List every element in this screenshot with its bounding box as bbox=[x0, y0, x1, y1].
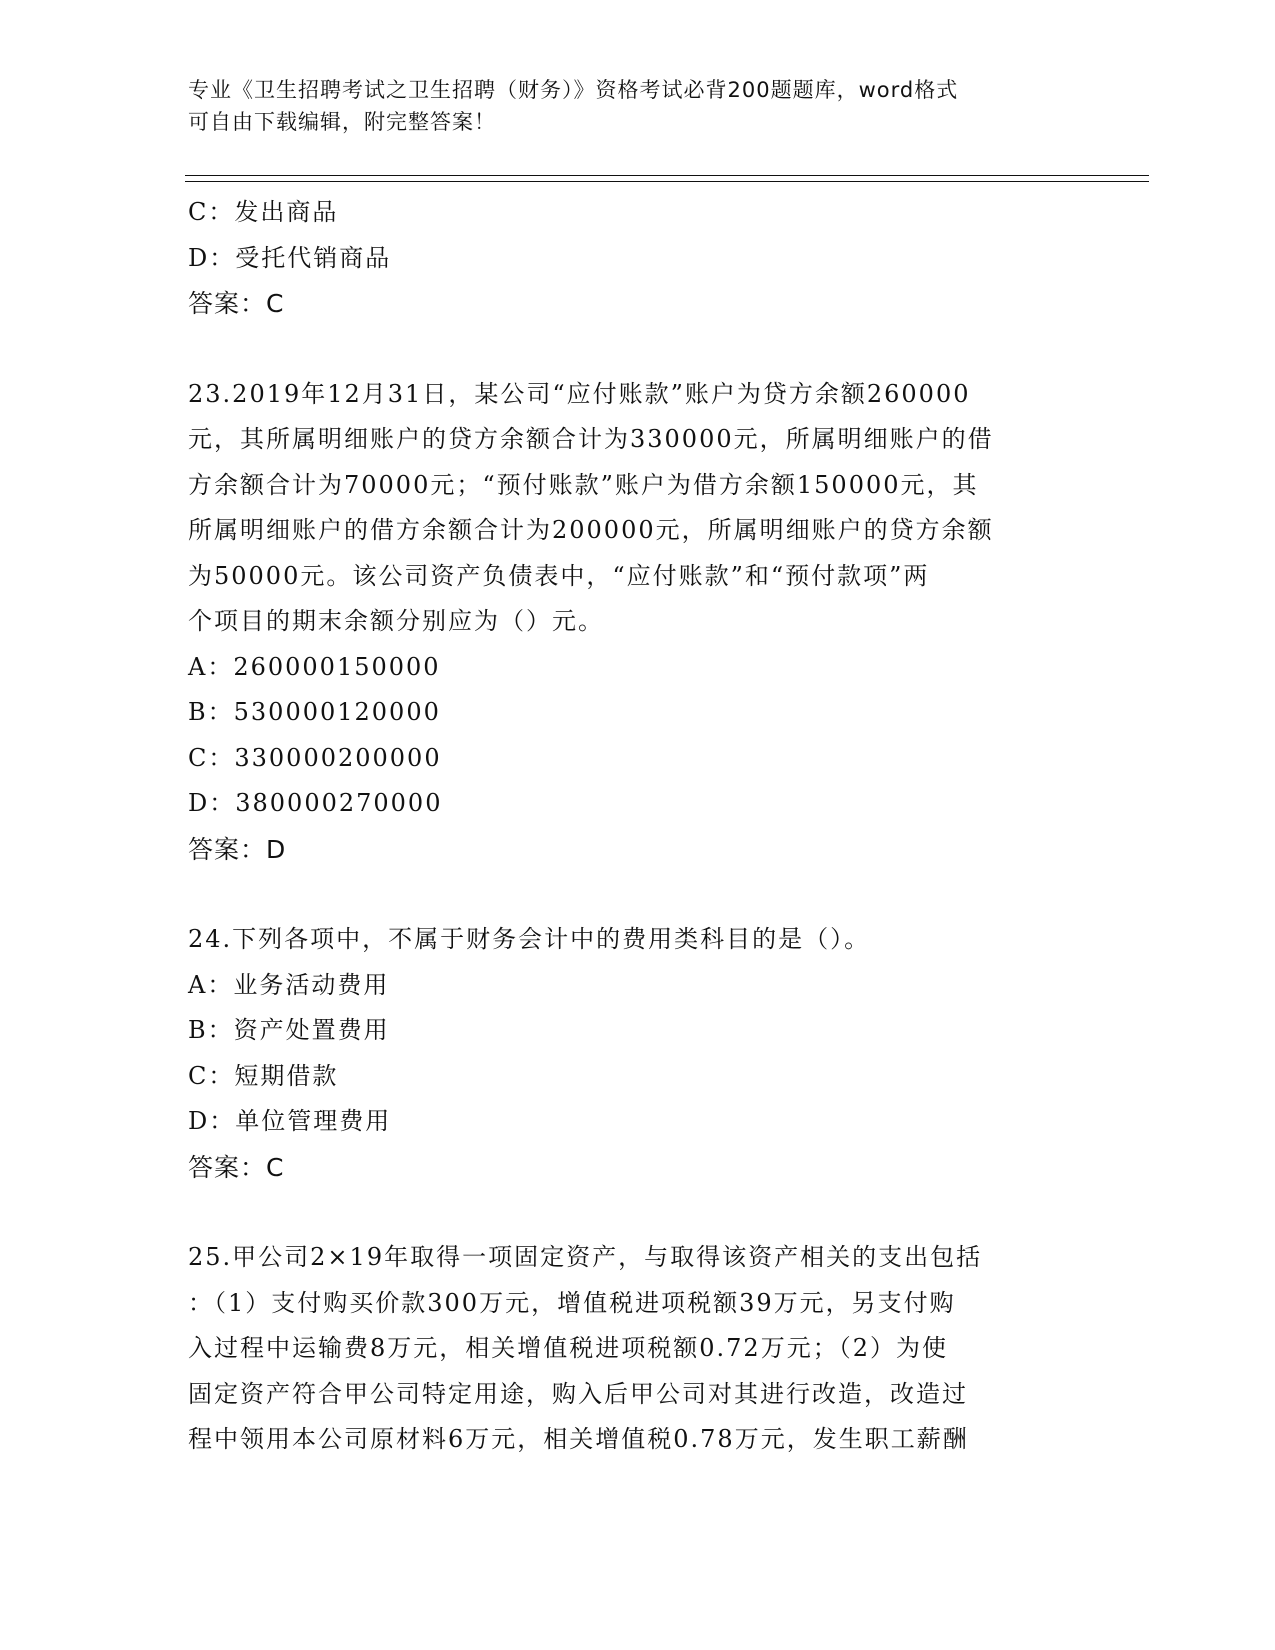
header-rule-bottom bbox=[185, 181, 1149, 182]
q24-option-d: D：单位管理费用 bbox=[188, 1107, 392, 1135]
q25-stem-line-2: ：（1）支付购买价款300万元，增值税进项税额39万元，另支付购 bbox=[188, 1288, 956, 1317]
q23-answer: 答案：D bbox=[188, 834, 287, 864]
q23-stem-line-2: 元，其所属明细账户的贷方余额合计为330000元，所属明细账户的借 bbox=[188, 425, 994, 453]
q23-stem-line-3: 方余额合计为70000元；“预付账款”账户为借方余额150000元，其 bbox=[188, 470, 979, 499]
q24-option-c: C：短期借款 bbox=[188, 1061, 339, 1090]
q24-option-a: A：业务活动费用 bbox=[188, 970, 390, 999]
q25-stem-line-4: 固定资产符合甲公司特定用途，购入后甲公司对其进行改造，改造过 bbox=[188, 1379, 968, 1408]
question-24 bbox=[188, 917, 1088, 1190]
q24-stem: 24.下列各项中，不属于财务会计中的费用类科目的是（）。 bbox=[188, 925, 871, 953]
document-body bbox=[188, 190, 1088, 1463]
spacer bbox=[188, 1190, 1088, 1235]
q23-option-d: D：380000270000 bbox=[188, 789, 443, 817]
q23-stem-line-6: 个项目的期末余额分别应为（）元。 bbox=[188, 607, 604, 635]
q23-stem-line-4: 所属明细账户的借方余额合计为200000元，所属明细账户的贷方余额 bbox=[188, 516, 994, 544]
q22-option-c: C：发出商品 bbox=[188, 198, 339, 226]
q23-stem-line-1: 23.2019年12月31日，某公司“应付账款”账户为贷方余额260000 bbox=[188, 379, 971, 408]
q23-option-a: A：260000150000 bbox=[188, 652, 441, 681]
q23-option-c: C：330000200000 bbox=[188, 743, 442, 772]
question-25 bbox=[188, 1235, 1088, 1463]
spacer bbox=[188, 872, 1088, 917]
q25-stem-line-1: 25.甲公司2×19年取得一项固定资产，与取得该资产相关的支出包括 bbox=[188, 1243, 983, 1271]
q23-stem-line-5: 为50000元。该公司资产负债表中，“应付账款”和“预付款项”两 bbox=[188, 561, 930, 590]
header-line-2: 可自由下载编辑，附完整答案！ bbox=[188, 110, 496, 134]
q23-option-b: B：530000120000 bbox=[188, 698, 441, 726]
header-line-1: 专业《卫生招聘考试之卫生招聘（财务）》资格考试必背200题题库，word格式 bbox=[188, 78, 959, 102]
header-rule-top bbox=[185, 175, 1149, 176]
q25-stem-line-3: 入过程中运输费8万元，相关增值税进项税额0.72万元；（2）为使 bbox=[188, 1334, 948, 1362]
q24-option-b: B：资产处置费用 bbox=[188, 1016, 390, 1044]
q25-stem-line-5: 程中领用本公司原材料6万元，相关增值税0.78万元，发生职工薪酬 bbox=[188, 1425, 969, 1453]
page-header bbox=[188, 74, 1088, 138]
question-22-tail bbox=[188, 190, 1088, 327]
q24-answer: 答案：C bbox=[188, 1152, 285, 1182]
spacer bbox=[188, 327, 1088, 372]
question-23 bbox=[188, 372, 1088, 873]
q22-answer: 答案：C bbox=[188, 289, 285, 318]
q22-option-d: D：受托代销商品 bbox=[188, 243, 392, 272]
